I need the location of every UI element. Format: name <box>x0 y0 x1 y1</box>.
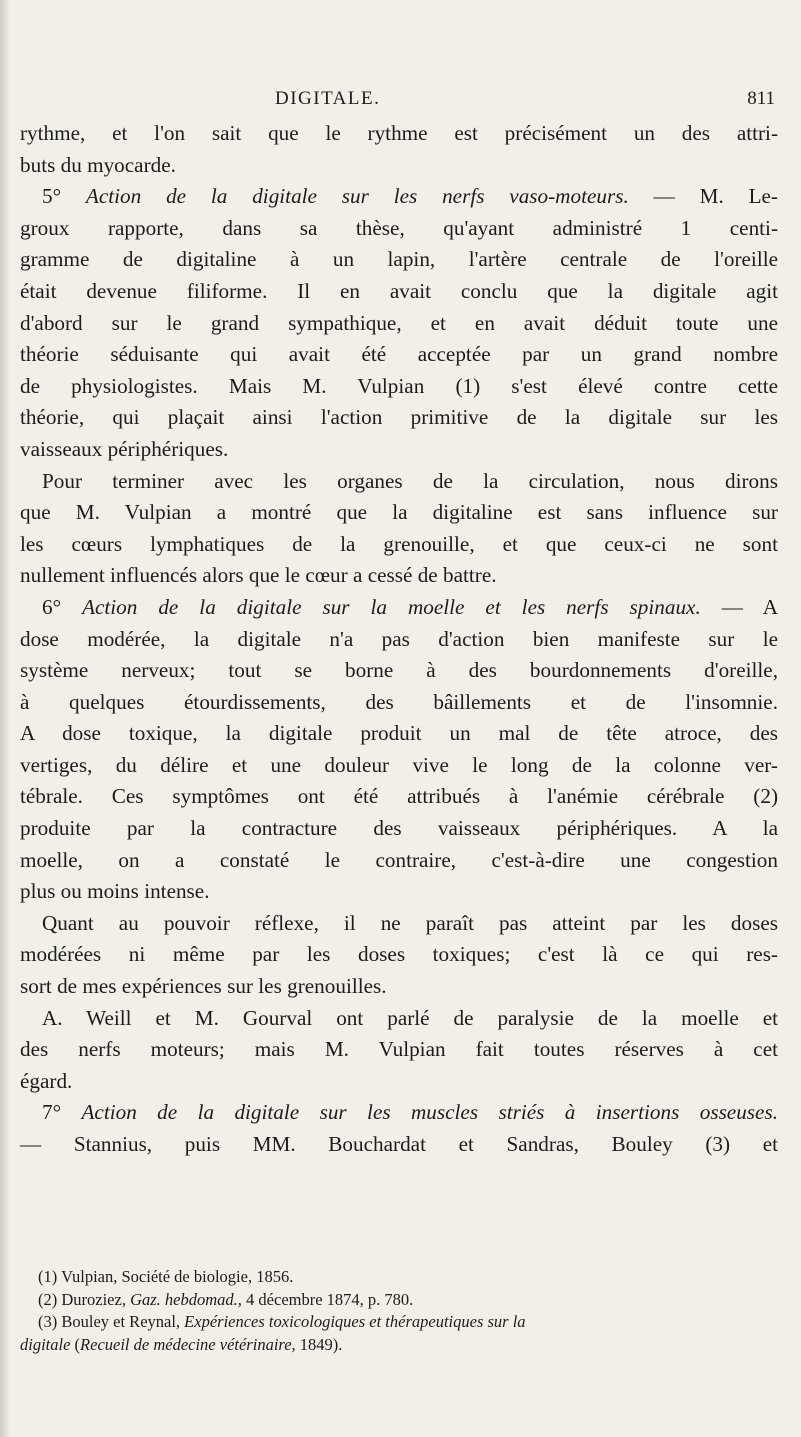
text-line: égard. <box>20 1068 73 1093</box>
text-line: à quelques étourdissements, des bâillements et de l'insomnie. <box>20 689 778 714</box>
text-line: Pour terminer avec les organes de la circulation, nous dirons <box>42 468 778 493</box>
text-line: tébrale. Ces symptômes ont été attribués à l'anémie cérébrale (2) <box>20 784 778 809</box>
text-line: sort de mes expériences sur les grenouilles. <box>20 974 387 999</box>
text-line: rythme, et l'on sait que le rythme est précisément un des attri- <box>20 121 778 145</box>
section-number: 7° <box>42 1100 62 1125</box>
section-heading-line <box>20 181 778 213</box>
footnote-journal: Gaz. hebdomad. <box>130 1289 238 1309</box>
text-line: gramme de digitaline à un lapin, l'artère centrale de l'oreille <box>20 247 778 272</box>
text-line: — Stannius, puis MM. Bouchardat et Sandras, Bouley (3) et <box>20 1132 778 1156</box>
text-line: Quant au pouvoir réflexe, il ne paraît pas atteint par les doses <box>42 910 778 935</box>
footnote-text: 1849). <box>295 1334 343 1354</box>
text-line: d'abord sur le grand sympathique, et en avait déduit toute une <box>20 310 778 335</box>
text-line: modérées ni même par les doses toxiques; c'est là ce qui res- <box>20 942 778 967</box>
footnote-continuation <box>20 1334 780 1357</box>
footnote-text: ( <box>70 1334 81 1354</box>
text-line: buts du myocarde. <box>20 152 176 177</box>
text-line: A. Weill et M. Gourval ont parlé de paralysie de la moelle et <box>42 1005 778 1030</box>
footnote-title: digitale <box>20 1334 71 1354</box>
text-line: vaisseaux périphériques. <box>20 436 229 461</box>
footnote-journal: Recueil de médecine vétérinaire, <box>80 1334 296 1354</box>
footnote <box>20 1311 780 1334</box>
text-line: des nerfs moteurs; mais M. Vulpian fait toutes réserves à cet <box>20 1037 778 1062</box>
text-line: les cœurs lymphatiques de la grenouille, et que ceux-ci ne sont <box>20 531 778 556</box>
footnote: (1) Vulpian, Société de biologie, 1856. <box>38 1267 294 1286</box>
text-span: — A <box>700 594 779 619</box>
text-line: théorie séduisante qui avait été acceptée par un grand nombre <box>20 342 778 367</box>
footnote <box>20 1289 780 1312</box>
footnote-text: , 4 décembre 1874, p. 780. <box>237 1289 414 1309</box>
text-line: était devenue filiforme. Il en avait conclu que la digitale agit <box>20 278 778 303</box>
section-heading-line <box>20 592 778 624</box>
text-line: dose modérée, la digitale n'a pas d'action bien manifeste sur le <box>20 626 778 651</box>
text-line: plus ou moins intense. <box>20 879 210 904</box>
section-heading-line <box>20 1097 778 1129</box>
text-line: vertiges, du délire et une douleur vive le long de la colonne ver- <box>20 752 778 777</box>
body-text <box>20 118 778 1161</box>
footnote-text: (2) Duroziez, <box>38 1289 131 1309</box>
page-number: 811 <box>747 88 775 109</box>
text-line: moelle, on a constaté le contraire, c'est-à-dire une congestion <box>20 847 778 872</box>
text-line: de physiologistes. Mais M. Vulpian (1) s'est élevé contre cette <box>20 373 778 398</box>
text-span: — M. Le- <box>628 184 778 209</box>
text-line: groux rapporte, dans sa thèse, qu'ayant administré 1 centi- <box>20 215 778 240</box>
text-line: A dose toxique, la digitale produit un mal de tête atroce, des <box>20 721 778 746</box>
text-line: produite par la contracture des vaisseaux périphériques. A la <box>20 816 778 841</box>
running-title: DIGITALE. <box>275 88 381 109</box>
text-line: que M. Vulpian a montré que la digitaline est sans influence sur <box>20 500 778 525</box>
footnotes <box>20 1266 780 1356</box>
running-header <box>275 88 775 118</box>
section-number: 6° <box>42 594 62 619</box>
text-line: système nerveux; tout se borne à des bourdonnements d'oreille, <box>20 658 778 683</box>
section-heading: Action de la digitale sur les nerfs vaso-moteurs. <box>85 184 629 209</box>
section-number: 5° <box>42 184 62 209</box>
text-line: théorie, qui plaçait ainsi l'action primitive de la digitale sur les <box>20 405 778 430</box>
text-line: nullement influencés alors que le cœur a cessé de battre. <box>20 563 497 588</box>
section-heading: Action de la digitale sur les muscles striés à insertions osseuses. <box>81 1100 778 1125</box>
footnote-text: (3) Bouley et Reynal, <box>38 1312 185 1331</box>
footnote-title: Expériences toxicologiques et thérapeutiques sur la <box>184 1312 526 1331</box>
section-heading: Action de la digitale sur la moelle et les nerfs spinaux. <box>82 594 701 619</box>
